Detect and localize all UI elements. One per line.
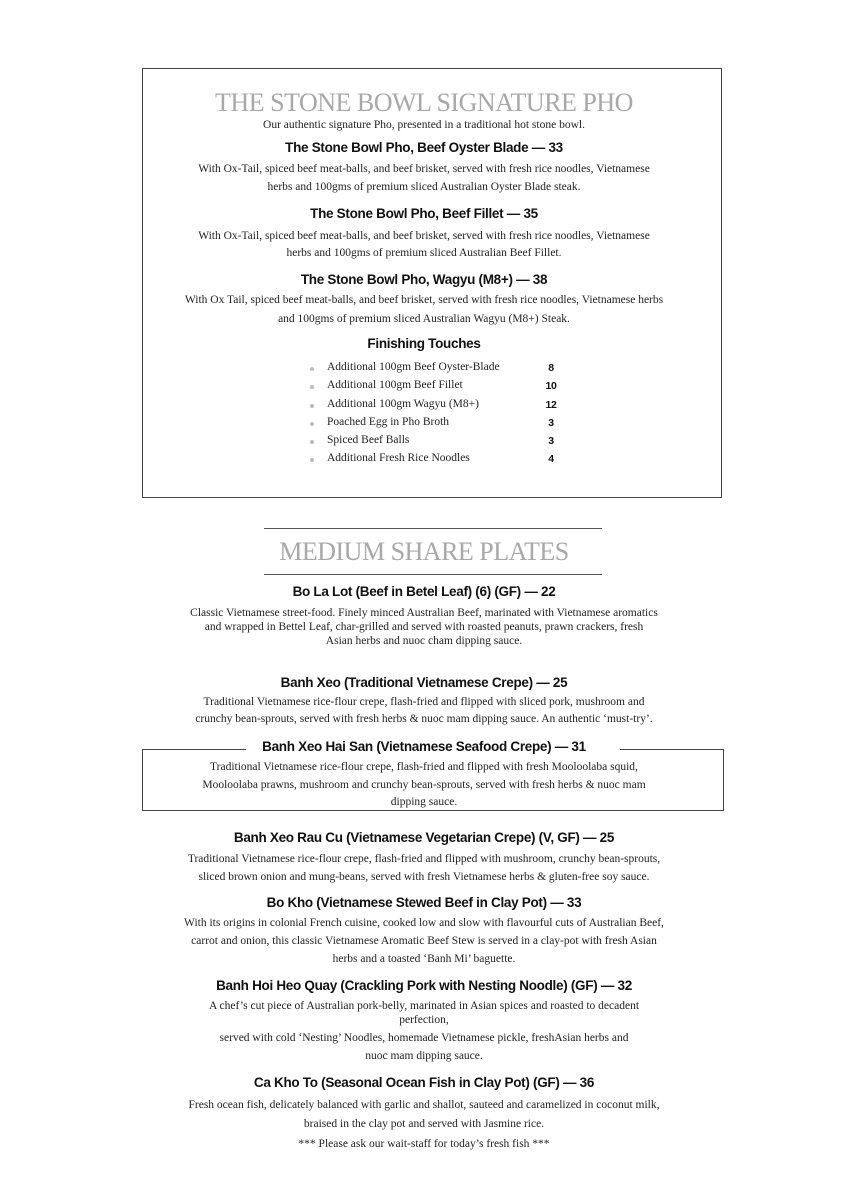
addon-row (310, 379, 570, 397)
addon-price: 10 (545, 380, 557, 393)
menu-item-desc: perfection, (399, 1014, 449, 1026)
menu-item-desc: With its origins in colonial French cuisine, cooked low and slow with flavourful cuts of Australian Beef, (184, 917, 664, 929)
menu-item-desc: Traditional Vietnamese rice-flour crepe, flash-fried and flipped with sliced pork, mushroom and (203, 696, 645, 708)
addon-price: 12 (545, 398, 557, 411)
signature-subtitle: Our authentic signature Pho, presented in a traditional hot stone bowl. (263, 119, 585, 131)
menu-item-desc: Classic Vietnamese street-food. Finely minced Australian Beef, marinated with Vietnamese aromatics (190, 607, 658, 619)
addon-row (310, 452, 570, 470)
menu-item-title: Banh Hoi Heo Quay (Crackling Pork with Nesting Noodle) (GF) — 32 (216, 978, 632, 993)
addon-name: Additional 100gm Beef Fillet (327, 379, 463, 392)
medium-section-title: MEDIUM SHARE PLATES (279, 537, 569, 566)
menu-item-desc: carrot and onion, this classic Vietnamese Aromatic Beef Stew is served in a clay-pot with fresh Asian (191, 935, 657, 947)
menu-item-desc: A chef’s cut piece of Australian pork-belly, marinated in Asian spices and roasted to decadent (208, 1000, 640, 1012)
addon-row (310, 416, 570, 434)
menu-item-desc: Mooloolaba prawns, mushroom and crunchy bean-sprouts, served with fresh herbs & nuoc mam (202, 779, 646, 791)
bullet-icon (310, 422, 314, 426)
addon-price: 4 (548, 453, 554, 466)
menu-item-desc: With Ox-Tail, spiced beef meat-balls, and beef brisket, served with fresh rice noodles, Vietnamese (198, 230, 650, 242)
addon-name: Additional Fresh Rice Noodles (327, 452, 470, 465)
menu-item-desc: served with cold ‘Nesting’ Noodles, homemade Vietnamese pickle, freshAsian herbs and (219, 1032, 629, 1044)
addon-name: Spiced Beef Balls (327, 434, 410, 447)
menu-item-desc: Fresh ocean fish, delicately balanced with garlic and shallot, sauteed and caramelized in coconut milk, (188, 1099, 660, 1111)
menu-item-desc: Traditional Vietnamese rice-flour crepe, flash-fried and flipped with fresh Mooloolaba squid, (210, 761, 638, 773)
menu-item-title: Banh Xeo Hai San (Vietnamese Seafood Crepe) — 31 (262, 739, 586, 754)
addon-price: 8 (548, 362, 554, 374)
menu-item-desc: nuoc mam dipping sauce. (365, 1050, 483, 1062)
menu-item-desc: herbs and a toasted ‘Banh Mi’ baguette. (332, 953, 516, 965)
addon-name: Additional 100gm Wagyu (M8+) (327, 397, 479, 410)
menu-item-desc: crunchy bean-sprouts, served with fresh herbs & nuoc mam dipping sauce. An authentic ‘must-try’. (195, 713, 653, 725)
menu-item-desc: herbs and 100gms of premium sliced Australian Beef Fillet. (286, 247, 562, 259)
menu-item-desc: herbs and 100gms of premium sliced Australian Oyster Blade steak. (267, 181, 581, 193)
addon-row (310, 434, 570, 452)
menu-item-desc: With Ox-Tail, spiced beef meat-balls, and beef brisket, served with fresh rice noodles, Vietnamese (198, 163, 650, 175)
addon-price: 3 (548, 416, 554, 429)
menu-item-title: The Stone Bowl Pho, Beef Fillet — 35 (310, 206, 538, 221)
menu-item-desc: With Ox Tail, spiced beef meat-balls, and beef brisket, served with fresh rice noodles, Vietnamese herbs (184, 294, 664, 306)
menu-item-title: Ca Kho To (Seasonal Ocean Fish in Clay Pot) (GF) — 36 (253, 1075, 595, 1090)
bullet-icon (310, 440, 314, 444)
addon-name: Poached Egg in Pho Broth (327, 415, 450, 428)
addon-row (310, 361, 570, 379)
fresh-fish-note: *** Please ask our wait-staff for today’s fresh fish *** (298, 1138, 550, 1150)
section-divider-bottom (264, 574, 602, 575)
bullet-icon (310, 385, 314, 389)
finishing-touches-title: Finishing Touches (367, 336, 481, 351)
section-divider-top (264, 528, 602, 529)
menu-item-desc: Asian herbs and nuoc cham dipping sauce. (325, 635, 523, 647)
signature-section-title: THE STONE BOWL SIGNATURE PHO (215, 88, 633, 117)
menu-item-title: Bo La Lot (Beef in Betel Leaf) (6) (GF) — 22 (292, 584, 556, 599)
menu-item-desc: and wrapped in Bettel Leaf, char-grilled and served with roasted peanuts, prawn crackers, fresh (204, 621, 644, 633)
menu-item-title: Banh Xeo Rau Cu (Vietnamese Vegetarian Crepe) (V, GF) — 25 (233, 830, 615, 845)
bullet-icon (310, 404, 314, 408)
menu-item-title: The Stone Bowl Pho, Wagyu (M8+) — 38 (300, 272, 548, 287)
addon-price: 3 (548, 435, 554, 448)
addon-name: Additional 100gm Beef Oyster-Blade (327, 361, 500, 373)
finishing-touches-list (310, 361, 570, 471)
menu-item-desc: and 100gms of premium sliced Australian Wagyu (M8+) Steak. (278, 313, 570, 325)
menu-item-title: The Stone Bowl Pho, Beef Oyster Blade — 33 (285, 140, 563, 155)
bullet-icon (310, 458, 314, 462)
addon-row (310, 398, 570, 416)
menu-item-desc: sliced brown onion and mung-beans, served with fresh Vietnamese herbs & gluten-free soy sauce. (198, 871, 650, 883)
menu-item-desc: dipping sauce. (390, 796, 458, 808)
menu-item-desc: braised in the clay pot and served with Jasmine rice. (303, 1118, 545, 1130)
menu-item-desc: Traditional Vietnamese rice-flour crepe, flash-fried and flipped with mushroom, crunchy bean-sprouts, (187, 853, 661, 865)
bullet-icon (310, 367, 314, 371)
menu-item-title: Bo Kho (Vietnamese Stewed Beef in Clay Pot) — 33 (266, 895, 582, 910)
menu-item-title: Banh Xeo (Traditional Vietnamese Crepe) — 25 (280, 675, 568, 690)
